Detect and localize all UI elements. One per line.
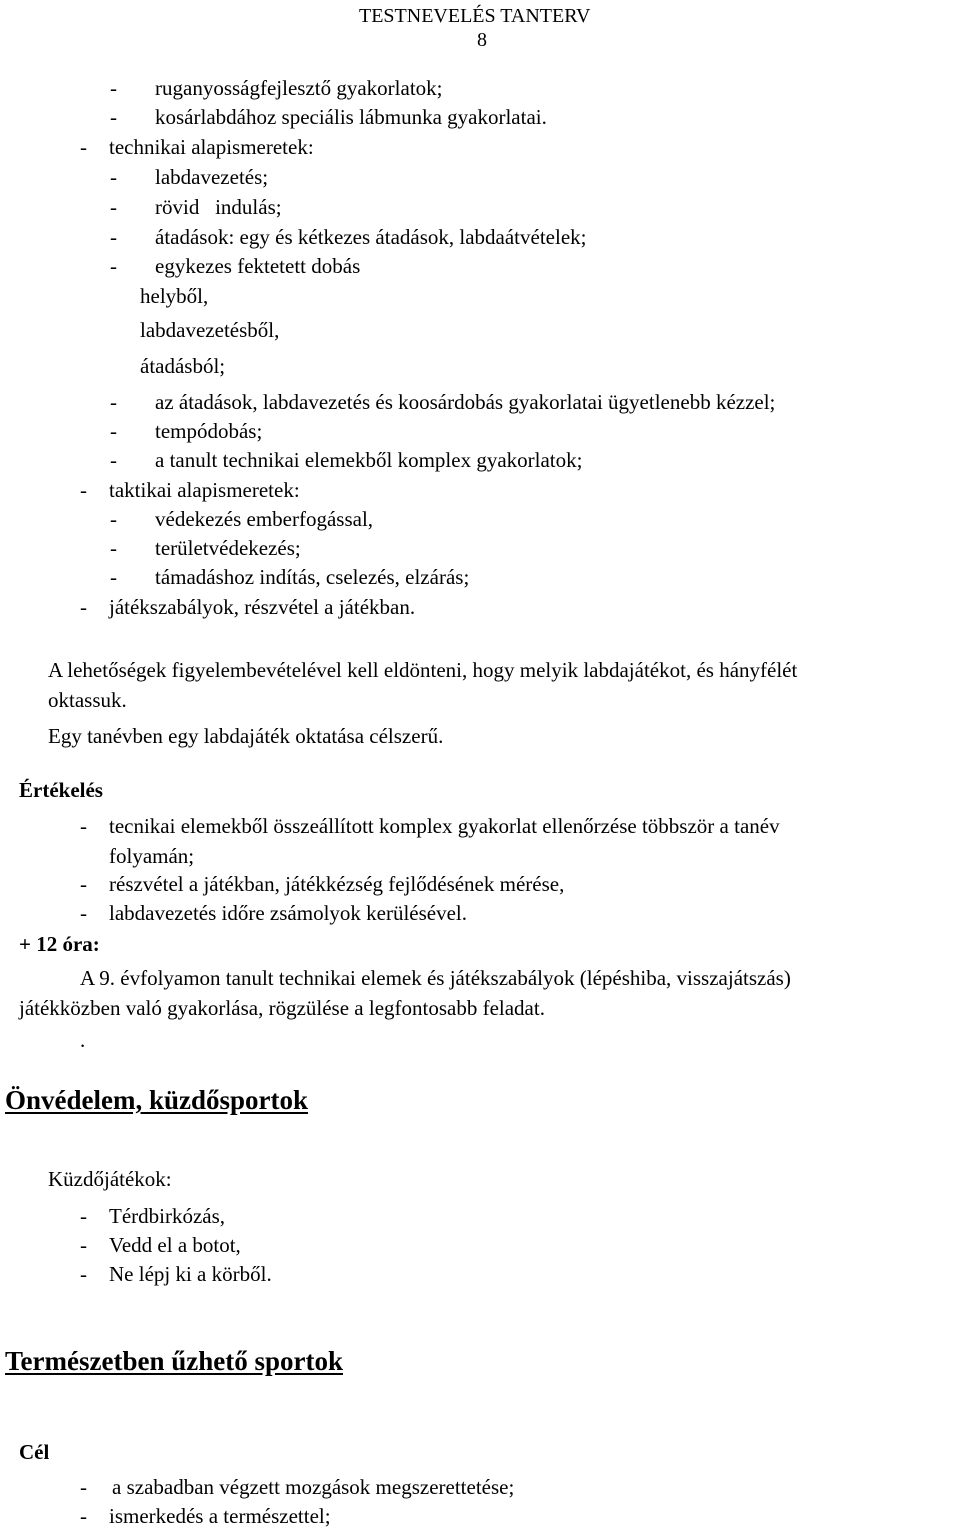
list-item-continuation: folyamán;	[109, 844, 195, 868]
list-item-text: területvédekezés;	[155, 536, 301, 560]
list-item	[110, 167, 268, 188]
bullet: -	[110, 76, 117, 100]
bullet: -	[80, 814, 87, 838]
list-item-text: kosárlabdához speciális lábmunka gyakorlatai.	[155, 105, 547, 129]
list-item	[110, 421, 262, 442]
self-defense-heading: Önvédelem, küzdősportok	[5, 1085, 309, 1115]
goal-heading: Cél	[19, 1440, 50, 1464]
extra-hours-heading: + 12 óra:	[19, 932, 100, 956]
list-item	[110, 256, 360, 277]
list-item	[80, 1235, 241, 1256]
bullet: -	[110, 195, 117, 219]
technical-label	[80, 137, 314, 158]
list-item-text: taktikai alapismeretek:	[109, 478, 300, 502]
list-item-text: az átadások, labdavezetés és koosárdobás gyakorlatai ügyetlenebb kézzel;	[155, 390, 776, 414]
bullet: -	[110, 419, 117, 443]
bullet: -	[80, 595, 87, 619]
bullet: -	[80, 135, 87, 159]
list-item	[80, 1477, 514, 1498]
list-item	[80, 874, 564, 895]
bullet: -	[80, 1233, 87, 1257]
paragraph-line: Egy tanévben egy labdajáték oktatása célszerű.	[48, 724, 444, 748]
list-item	[80, 903, 467, 924]
list-item-text: a szabadban végzett mozgások megszerettetése;	[112, 1475, 515, 1499]
rules-item	[80, 597, 415, 618]
list-item	[110, 78, 443, 99]
list-item	[110, 538, 301, 559]
bullet: -	[80, 1262, 87, 1286]
bullet: -	[80, 1475, 87, 1499]
bullet: -	[110, 225, 117, 249]
sub-item: helyből,	[140, 284, 209, 308]
list-item-text: védekezés emberfogással,	[155, 507, 374, 531]
document-title: TESTNEVELÉS TANTERV	[359, 5, 591, 27]
list-item	[110, 197, 282, 218]
list-item-text: technikai alapismeretek:	[109, 135, 314, 159]
list-item-text: labdavezetés;	[155, 165, 269, 189]
list-item	[110, 227, 586, 248]
bullet: -	[80, 1204, 87, 1228]
bullet: -	[80, 901, 87, 925]
list-item	[110, 567, 469, 588]
bullet: -	[110, 105, 117, 129]
paragraph-line: oktassuk.	[48, 688, 127, 712]
list-item	[80, 816, 780, 837]
paragraph-line: A lehetőségek figyelembevételével kell eldönteni, hogy melyik labdajátékot, és hányfélét	[48, 658, 798, 682]
list-item-text: támadáshoz indítás, cselezés, elzárás;	[155, 565, 470, 589]
list-item	[110, 450, 582, 471]
page-number: 8	[477, 29, 487, 51]
list-item-text: tempódobás;	[155, 419, 263, 443]
bullet: -	[80, 872, 87, 896]
list-item-text: átadások: egy és kétkezes átadások, labdaátvételek;	[155, 225, 587, 249]
bullet: -	[110, 536, 117, 560]
list-item	[110, 107, 547, 128]
list-item	[80, 1506, 331, 1527]
list-item	[80, 1264, 272, 1285]
list-item-text: Térdbirkózás,	[109, 1204, 226, 1228]
bullet: -	[110, 507, 117, 531]
list-item-text: rövid indulás;	[155, 195, 282, 219]
sub-item: átadásból;	[140, 354, 226, 378]
list-item-text: labdavezetés időre zsámolyok kerülésével.	[109, 901, 468, 925]
list-item-text: tecnikai elemekből összeállított komplex gyakorlat ellenőrzése többször a tanév	[109, 814, 780, 838]
list-item	[80, 1206, 225, 1227]
list-item	[110, 509, 373, 530]
list-item-text: Vedd el a botot,	[109, 1233, 241, 1257]
paragraph-line: A 9. évfolyamon tanult technikai elemek és játékszabályok (lépéshiba, visszajátszás)	[80, 966, 791, 990]
list-item-text: részvétel a játékban, játékkézség fejlődésének mérése,	[109, 872, 565, 896]
list-item-text: egykezes fektetett dobás	[155, 254, 361, 278]
bullet: -	[80, 478, 87, 502]
list-item-text: ismerkedés a természettel;	[109, 1504, 331, 1528]
combat-games-label: Küzdőjátékok:	[48, 1167, 172, 1191]
bullet: -	[110, 254, 117, 278]
bullet: -	[110, 165, 117, 189]
evaluation-heading: Értékelés	[19, 778, 103, 802]
tactical-label	[80, 480, 300, 501]
stray-dot: .	[80, 1028, 86, 1052]
list-item-text: játékszabályok, részvétel a játékban.	[109, 595, 416, 619]
list-item-text: a tanult technikai elemekből komplex gyakorlatok;	[155, 448, 583, 472]
list-item-text: ruganyosságfejlesztő gyakorlatok;	[155, 76, 443, 100]
bullet: -	[110, 448, 117, 472]
list-item-text: Ne lépj ki a körből.	[109, 1262, 272, 1286]
bullet: -	[110, 390, 117, 414]
bullet: -	[110, 565, 117, 589]
list-item	[110, 392, 775, 413]
sub-item: labdavezetésből,	[140, 318, 280, 342]
bullet: -	[80, 1504, 87, 1528]
nature-sports-heading: Természetben űzhető sportok	[5, 1346, 343, 1376]
paragraph-line: játékközben való gyakorlása, rögzülése a legfontosabb feladat.	[19, 996, 545, 1020]
